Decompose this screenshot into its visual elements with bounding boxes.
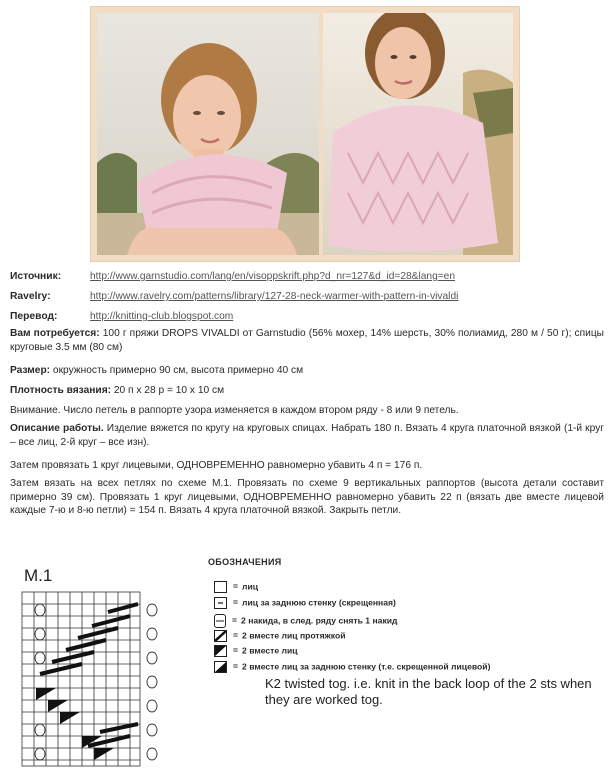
legend-text: 2 накида, в след. ряду снять 1 накид bbox=[241, 615, 398, 626]
source-row bbox=[10, 270, 61, 283]
knitting-chart-m1 bbox=[20, 590, 170, 768]
source-label: Источник: bbox=[10, 271, 62, 282]
size-paragraph bbox=[10, 364, 604, 378]
chart-title: M.1 bbox=[24, 566, 53, 585]
dash-square-icon bbox=[214, 597, 227, 609]
materials-paragraph bbox=[10, 327, 604, 354]
attention-text: Внимание. Число петель в раппорте узора изменяется в каждом втором ряду - 8 или 9 петель. bbox=[10, 405, 459, 416]
gauge-label: Плотность вязания: bbox=[10, 385, 112, 396]
double-yarn-over-icon bbox=[214, 614, 226, 628]
description-text: Изделие вяжется по кругу на круговых спицах. Набрать 180 п. Вязать 4 круга платочной вязкой (1-й круг – все лиц, 2-й круг – все изн). bbox=[10, 423, 604, 448]
legend-item-k2tog-twisted: = 2 вместе лиц за заднюю стенку (т.е. скрещенной лицевой) bbox=[214, 661, 490, 672]
legend-text: 2 вместе лиц bbox=[242, 645, 298, 656]
gauge-text: 20 п х 28 р = 10 х 10 см bbox=[111, 385, 225, 396]
materials-label: Вам потребуется: bbox=[10, 328, 100, 339]
description-label: Описание работы. bbox=[10, 423, 104, 434]
photo-model-shawl bbox=[323, 13, 513, 255]
attention-paragraph bbox=[10, 404, 604, 418]
final-text: Затем вязать на всех петлях по схеме М.1. Провязать по схеме 9 вертикальных раппортов (высота детали составит примерно 39 см). Провязать 1 круг лицевыми, ОДНОВРЕМЕННО равномерно убавить 22 п (вязать две вместе лицевой каждые 7-ю и 8-ю петли) = 154 п. Вязать 4 круга платочной вязкой. Закрыть петли. bbox=[10, 478, 604, 516]
size-text: окружность примерно 90 см, высота примерно 40 см bbox=[50, 365, 304, 376]
translation-row bbox=[10, 310, 57, 323]
materials-text: 100 г пряжи DROPS VIVALDI от Garnstudio (56% мохер, 14% шерсть, 30% полиамид, 280 м / 50 г); спицы круговые 3.5 мм (80 см) bbox=[10, 328, 604, 353]
legend-text: лиц за заднюю стенку (скрещенная) bbox=[242, 597, 396, 608]
empty-square-icon bbox=[214, 581, 227, 593]
photo-model-cowl-image bbox=[97, 13, 319, 255]
source-link[interactable]: http://www.garnstudio.com/lang/en/visoppskrift.php?d_nr=127&d_id=28&lang=en bbox=[90, 271, 456, 282]
decrease-paragraph bbox=[10, 459, 604, 473]
k2tog-icon bbox=[214, 645, 227, 657]
legend-item-k2tog-slant: = 2 вместе лиц протяжкой bbox=[214, 630, 345, 641]
decrease-text: Затем провязать 1 круг лицевыми, ОДНОВРЕМЕННО равномерно убавить 4 п = 176 п. bbox=[10, 460, 423, 471]
description-paragraph bbox=[10, 422, 604, 449]
translation-link[interactable]: http://knitting-club.blogspot.com bbox=[90, 311, 234, 322]
k2tog-slant-icon bbox=[214, 630, 227, 642]
photo-frame bbox=[90, 6, 520, 262]
legend-item-twisted-knit: = лиц за заднюю стенку (скрещенная) bbox=[214, 597, 396, 608]
size-label: Размер: bbox=[10, 365, 51, 376]
gauge-paragraph bbox=[10, 384, 604, 398]
photo-model-cowl bbox=[97, 13, 319, 255]
final-paragraph bbox=[10, 477, 604, 518]
legend-item-double-yarn-over: = 2 накида, в след. ряду снять 1 накид bbox=[214, 614, 398, 625]
k2-twisted-note-text: K2 twisted tog. i.e. knit in the back loop of the 2 sts when they are worked tog. bbox=[265, 676, 592, 707]
k2tog-twisted-icon bbox=[214, 661, 227, 673]
legend-title: ОБОЗНАЧЕНИЯ bbox=[208, 557, 282, 567]
ravelry-label: Ravelry: bbox=[10, 291, 51, 302]
legend-text: лиц bbox=[242, 581, 259, 592]
legend-item-k2tog: = 2 вместе лиц bbox=[214, 645, 298, 656]
translation-label: Перевод: bbox=[10, 311, 58, 322]
photo-model-shawl-image bbox=[323, 13, 513, 255]
ravelry-link[interactable]: http://www.ravelry.com/patterns/library/127-28-neck-warmer-with-pattern-in-vivaldi bbox=[90, 291, 459, 302]
legend-text: 2 вместе лиц за заднюю стенку (т.е. скрещенной лицевой) bbox=[242, 661, 491, 672]
legend-item-knit: = лиц bbox=[214, 581, 258, 592]
k2-twisted-note bbox=[265, 676, 595, 708]
ravelry-row bbox=[10, 290, 51, 303]
legend-text: 2 вместе лиц протяжкой bbox=[242, 630, 346, 641]
